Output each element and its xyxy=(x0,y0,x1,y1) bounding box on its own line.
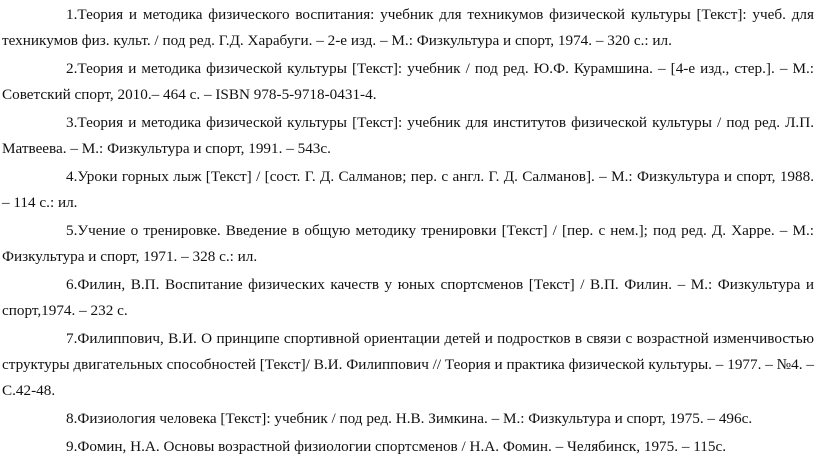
reference-text: Физиология человека [Текст]: учебник / под ред. Н.В. Зимкина. – М.: Физкультура и спорт, 1975. – 496с. xyxy=(77,410,753,427)
reference-text: Филиппович, В.И. О принципе спортивной ориентации детей и подростков в связи с возрастной изменчивостью структуры двигательных способностей [Текст]/ В.И. Филиппович // Теория и практика физической культуры. – 1977. – №4. – С.42-48. xyxy=(2,330,814,399)
reference-item xyxy=(2,0,814,54)
reference-number: 2. xyxy=(66,60,78,77)
reference-text: Учение о тренировке. Введение в общую методику тренировки [Текст] / [пер. с нем.]; под ред. Д. Харре. – М.: Физкультура и спорт, 1971. – 328 с.: ил. xyxy=(2,222,814,265)
reference-item xyxy=(2,404,814,432)
reference-item xyxy=(2,216,814,270)
reference-item xyxy=(2,108,814,162)
reference-number: 3. xyxy=(66,114,78,131)
reference-number: 9. xyxy=(66,438,78,455)
reference-text: Теория и методика физической культуры [Текст]: учебник для институтов физической культуры / под ред. Л.П. Матвеева. – М.: Физкультура и спорт, 1991. – 543с. xyxy=(2,114,814,157)
reference-item xyxy=(2,432,814,460)
reference-item xyxy=(2,54,814,108)
reference-number: 1. xyxy=(66,6,78,23)
reference-number: 5. xyxy=(66,222,78,239)
reference-number: 7. xyxy=(66,330,78,347)
reference-number: 4. xyxy=(66,168,78,185)
reference-text: Уроки горных лыж [Текст] / [сост. Г. Д. Салманов; пер. с англ. Г. Д. Салманов]. – М.: Физкультура и спорт, 1988. – 114 с.: ил. xyxy=(2,168,814,211)
reference-number: 8. xyxy=(66,410,78,427)
reference-text: Теория и методика физического воспитания: учебник для техникумов физической культуры [Текст]: учеб. для техникумов физ. культ. / под ред. Г.Д. Харабуги. – 2-е изд. – М.: Физкультура и спорт, 1974. – 320 с.: ил. xyxy=(2,6,814,49)
reference-item xyxy=(2,324,814,404)
reference-item xyxy=(2,162,814,216)
reference-text: Фомин, Н.А. Основы возрастной физиологии спортсменов / Н.А. Фомин. – Челябинск, 1975. – 115с. xyxy=(77,438,726,455)
reference-text: Теория и методика физической культуры [Текст]: учебник / под ред. Ю.Ф. Курамшина. – [4-е изд., стер.]. – М.: Советский спорт, 2010.– 464 с. – ISBN 978-5-9718-0431-4. xyxy=(2,60,814,103)
reference-number: 6. xyxy=(66,276,78,293)
reference-item xyxy=(2,270,814,324)
reference-text: Филин, В.П. Воспитание физических качеств у юных спортсменов [Текст] / В.П. Филин. – М.: Физкультура и спорт,1974. – 232 с. xyxy=(2,276,814,319)
